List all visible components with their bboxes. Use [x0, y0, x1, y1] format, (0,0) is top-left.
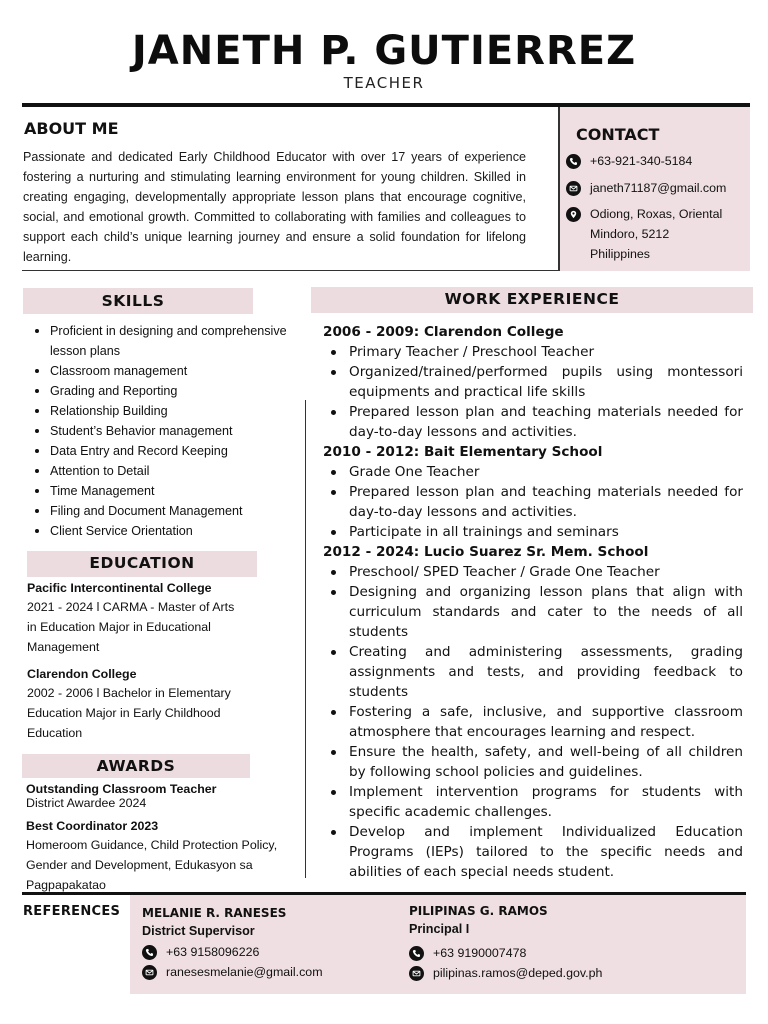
about-text: Passionate and dedicated Early Childhood Educator with over 17 years of experience fostering a nurturing and stimulating learning environment for young children. Skilled in creating engaging, developmentally appropriate lesson plans that encourage cognitive, social, and emotional growth. Committed to collaborating with families and colleagues to support each child’s unique learning journey and ensure a solid foundation for lifelong learning.	[23, 150, 526, 264]
education-school: Pacific Intercontinental College	[27, 581, 212, 595]
reference-phone-row	[142, 943, 382, 961]
contact-title: CONTACT	[576, 125, 660, 144]
reference-email: ranesesmelanie@gmail.com	[166, 965, 323, 979]
envelope-icon	[409, 966, 424, 981]
contact-address	[590, 204, 722, 264]
job-heading: 2006 - 2009: Clarendon College	[323, 324, 564, 340]
envelope-icon	[566, 181, 581, 196]
work-experience-list	[323, 322, 743, 882]
job-bullet: Preschool/ SPED Teacher / Grade One Teacher	[323, 562, 743, 582]
job-bullets	[323, 342, 743, 442]
education-line: in Education Major in Educational	[27, 620, 211, 634]
reference-email-row	[409, 964, 709, 982]
job-bullet: Organized/trained/performed pupils using montessori equipments and practical life skills	[323, 362, 743, 402]
skills-list	[32, 321, 302, 541]
job-bullet: Prepared lesson plan and teaching materials needed for day-to-day lessons and activities.	[323, 482, 743, 522]
awards-title: AWARDS	[22, 754, 250, 778]
job-bullet: Develop and implement Individualized Education Programs (IEPs) tailored to the specific needs and abilities of each special needs student.	[323, 822, 743, 882]
job-bullet: Designing and organizing lesson plans that align with curriculum standards and cater to the needs of all students	[323, 582, 743, 642]
work-experience-title: WORK EXPERIENCE	[311, 287, 753, 313]
award-line: Pagpapakatao	[26, 878, 106, 892]
job-bullet: Participate in all trainings and seminars	[323, 522, 743, 542]
reference-position: Principal I	[409, 922, 470, 936]
award-entry	[26, 782, 296, 810]
reference-phone-row	[409, 944, 709, 962]
envelope-icon	[142, 965, 157, 980]
contact-address-row	[566, 204, 722, 264]
job-bullet: Ensure the health, safety, and well-being of all children by following school policies and guidelines.	[323, 742, 743, 782]
skill-item: Relationship Building	[32, 401, 302, 421]
award-line: Gender and Development, Edukasyon sa	[26, 858, 253, 872]
education-line: Education	[27, 726, 83, 740]
skill-item: Data Entry and Record Keeping	[32, 441, 302, 461]
job-bullet: Prepared lesson plan and teaching materials needed for day-to-day lessons and activities.	[323, 402, 743, 442]
job-bullet: Creating and administering assessments, grading assignments and tests, and providing feedback to students	[323, 642, 743, 702]
education-line: Education Major in Early Childhood	[27, 706, 221, 720]
job-bullet: Grade One Teacher	[323, 462, 743, 482]
skill-item: Filing and Document Management	[32, 501, 302, 521]
reference-email-row	[142, 963, 382, 981]
skill-item: Grading and Reporting	[32, 381, 302, 401]
reference-card	[142, 904, 382, 981]
skills-title: SKILLS	[23, 288, 253, 314]
reference-name: PILIPINAS G. RAMOS	[409, 904, 548, 918]
references-title: REFERENCES	[23, 904, 121, 919]
contact-email: janeth71187@gmail.com	[590, 181, 727, 195]
column-divider	[305, 400, 306, 878]
contact-email-row	[566, 178, 726, 198]
education-title: EDUCATION	[27, 551, 257, 577]
contact-address-line: Philippines	[590, 247, 650, 261]
contact-phone: +63-921-340-5184	[590, 154, 693, 168]
phone-icon	[566, 154, 581, 169]
job-bullets	[323, 562, 743, 882]
phone-icon	[409, 946, 424, 961]
contact-address-line: Mindoro, 5212	[590, 227, 670, 241]
job-heading: 2010 - 2012: Bait Elementary School	[323, 444, 603, 460]
job-bullet: Implement intervention programs for students with specific academic challenges.	[323, 782, 743, 822]
education-line: 2021 - 2024 l CARMA - Master of Arts	[27, 600, 235, 614]
skill-item: Student’s Behavior management	[32, 421, 302, 441]
award-title: Outstanding Classroom Teacher	[26, 782, 217, 796]
education-entry	[27, 580, 287, 657]
job-bullet: Fostering a safe, inclusive, and supportive classroom atmosphere that encourages learning and respect.	[323, 702, 743, 742]
phone-icon	[142, 945, 157, 960]
location-pin-icon	[566, 207, 581, 222]
skill-item: Classroom management	[32, 361, 302, 381]
resume-role: TEACHER	[343, 74, 425, 92]
award-line: District Awardee 2024	[26, 796, 147, 810]
skill-item: Attention to Detail	[32, 461, 302, 481]
job-heading: 2012 - 2024: Lucio Suarez Sr. Mem. School	[323, 544, 649, 560]
education-line: Management	[27, 640, 100, 654]
job-bullet: Primary Teacher / Preschool Teacher	[323, 342, 743, 362]
education-entry	[27, 666, 287, 743]
skill-item: Time Management	[32, 481, 302, 501]
contact-phone-row	[566, 151, 692, 171]
education-school: Clarendon College	[27, 667, 137, 681]
about-title: ABOUT ME	[24, 119, 119, 138]
reference-name: MELANIE R. RANESES	[142, 906, 287, 920]
reference-phone: +63 9190007478	[433, 946, 527, 960]
skill-item: Client Service Orientation	[32, 521, 302, 541]
contact-address-line: Odiong, Roxas, Oriental	[590, 207, 723, 221]
reference-phone: +63 9158096226	[166, 945, 260, 959]
job-bullets	[323, 462, 743, 542]
resume-name: JANETH P. GUTIERREZ	[131, 28, 637, 74]
reference-card	[409, 902, 709, 982]
award-entry	[26, 818, 296, 895]
reference-position: District Supervisor	[142, 924, 255, 938]
award-title: Best Coordinator 2023	[26, 819, 159, 833]
education-line: 2002 - 2006 l Bachelor in Elementary	[27, 686, 231, 700]
skill-item: Proficient in designing and comprehensive lesson plans	[32, 321, 292, 361]
award-line: Homeroom Guidance, Child Protection Policy,	[26, 838, 278, 852]
reference-email: pilipinas.ramos@deped.gov.ph	[433, 966, 603, 980]
